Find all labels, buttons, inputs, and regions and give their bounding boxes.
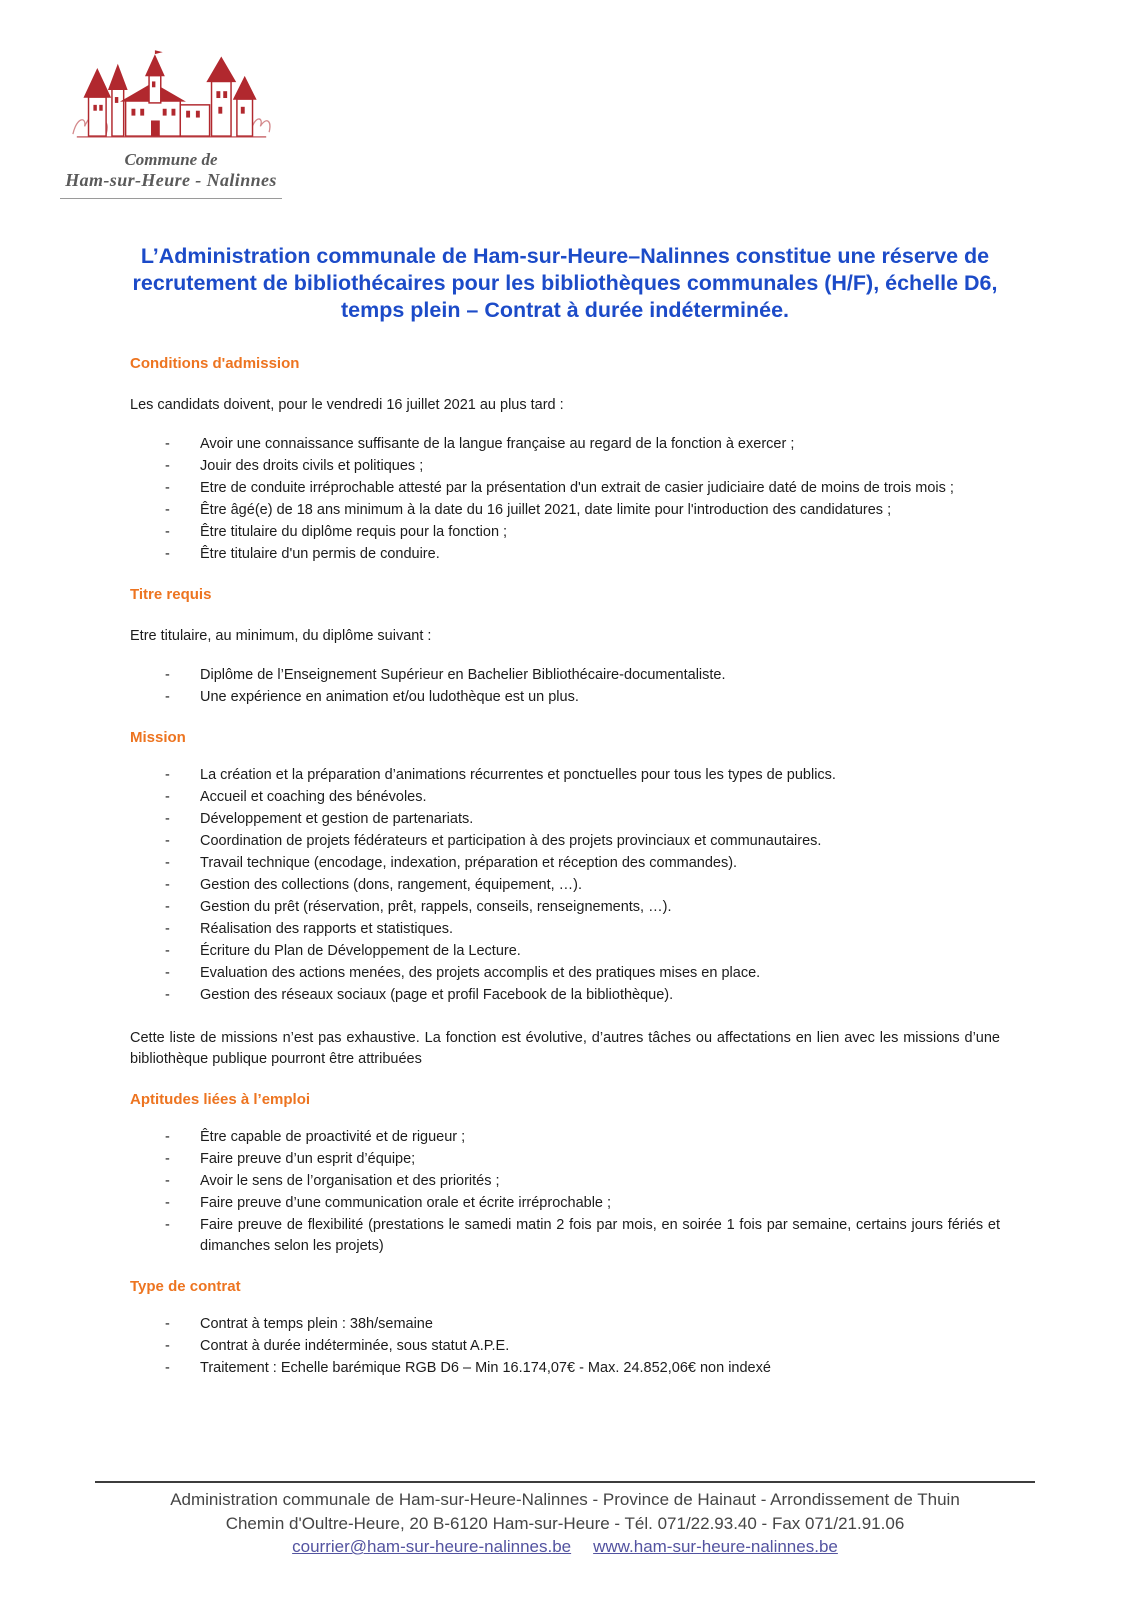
bullet-item: - Être capable de proactivité et de rigueur ;	[130, 1127, 1000, 1148]
logo-caption	[60, 150, 282, 199]
section-header-mission: Mission	[130, 729, 186, 746]
bullet-item: - Faire preuve d’un esprit d’équipe;	[130, 1149, 1000, 1170]
bullet-item: - Accueil et coaching des bénévoles.	[130, 787, 1000, 808]
section-header-aptitudes: Aptitudes liées à l’emploi	[130, 1091, 311, 1108]
bullet-item: - Réalisation des rapports et statistiques.	[130, 919, 1000, 940]
bullet-item: - Être âgé(e) de 18 ans minimum à la date du 16 juillet 2021, date limite pour l'introduction des candidatures ;	[130, 500, 1000, 521]
bullet-item: - Une expérience en animation et/ou ludothèque est un plus.	[130, 687, 1000, 708]
page-title	[130, 243, 1000, 324]
commune-logo	[60, 48, 282, 199]
page-title-line3: temps plein – Contrat à durée indéterminée.	[340, 298, 790, 322]
page-footer	[95, 1481, 1035, 1559]
mission-bullet-list	[130, 765, 1000, 1006]
logo-caption-line2: Ham-sur-Heure - Nalinnes	[65, 170, 277, 191]
aptitudes-bullet-list	[130, 1127, 1000, 1257]
bullet-item: - Écriture du Plan de Développement de la Lecture.	[130, 941, 1000, 962]
bullet-item: - Contrat à durée indéterminée, sous statut A.P.E.	[130, 1336, 1000, 1357]
castle-illustration-icon	[69, 48, 274, 150]
footer-line1: Administration communale de Ham-sur-Heure-Nalinnes - Province de Hainaut - Arrondissement de Thuin	[170, 1490, 960, 1509]
bullet-item: - Evaluation des actions menées, des projets accomplis et des pratiques mises en place.	[130, 963, 1000, 984]
bullet-item: - La création et la préparation d’animations récurrentes et ponctuelles pour tous les types de publics.	[130, 765, 1000, 786]
bullet-item: - Avoir le sens de l’organisation et des priorités ;	[130, 1171, 1000, 1192]
bullet-item: - Traitement : Echelle barémique RGB D6 – Min 16.174,07€ - Max. 24.852,06€ non indexé	[130, 1358, 1000, 1379]
mission-note: Cette liste de missions n’est pas exhaustive. La fonction est évolutive, d’autres tâches ou affectations en lien avec les missions d’une bibliothèque publique pourront être attribuées	[130, 1030, 1000, 1067]
titre-requis-bullet-list	[130, 665, 1000, 708]
titre-requis-intro: Etre titulaire, au minimum, du diplôme suivant :	[130, 628, 432, 644]
bullet-item: - Faire preuve d’une communication orale et écrite irréprochable ;	[130, 1193, 1000, 1214]
bullet-item: - Contrat à temps plein : 38h/semaine	[130, 1314, 1000, 1335]
section-header-titre-requis: Titre requis	[130, 586, 212, 603]
section-header-conditions: Conditions d'admission	[130, 355, 300, 372]
footer-line2: Chemin d'Oultre-Heure, 20 B-6120 Ham-sur-Heure - Tél. 071/22.93.40 - Fax 071/21.91.06	[225, 1513, 905, 1533]
bullet-item: - Développement et gestion de partenariats.	[130, 809, 1000, 830]
bullet-item: - Diplôme de l’Enseignement Supérieur en Bachelier Bibliothécaire-documentaliste.	[130, 665, 1000, 686]
bullet-item: - Avoir une connaissance suffisante de la langue française au regard de la fonction à exercer ;	[130, 434, 1000, 455]
footer-email-link[interactable]: courrier@ham-sur-heure-nalinnes.be	[292, 1537, 572, 1556]
bullet-item: - Etre de conduite irréprochable attesté par la présentation d'un extrait de casier judiciaire daté de moins de trois mois ;	[130, 478, 1000, 499]
conditions-intro: Les candidats doivent, pour le vendredi 16 juillet 2021 au plus tard :	[130, 397, 564, 413]
page-title-line1: L’Administration communale de Ham-sur-Heure–Nalinnes constitue une réserve de	[140, 244, 990, 268]
document-body	[130, 243, 1000, 1380]
footer-links	[95, 1535, 1035, 1559]
bullet-item: - Gestion des réseaux sociaux (page et profil Facebook de la bibliothèque).	[130, 985, 1000, 1006]
bullet-item: - Faire preuve de flexibilité (prestations le samedi matin 2 fois par mois, en soirée 1 fois par semaine, certains jours fériés et dimanches selon les projets)	[130, 1215, 1000, 1257]
section-header-type-de-contrat: Type de contrat	[130, 1278, 241, 1295]
bullet-item: - Gestion des collections (dons, rangement, équipement, …).	[130, 875, 1000, 896]
bullet-item: - Travail technique (encodage, indexation, préparation et réception des commandes).	[130, 853, 1000, 874]
bullet-item: - Être titulaire du diplôme requis pour la fonction ;	[130, 522, 1000, 543]
footer-website-link[interactable]: www.ham-sur-heure-nalinnes.be	[593, 1537, 838, 1556]
bullet-item: - Coordination de projets fédérateurs et participation à des projets provinciaux et communautaires.	[130, 831, 1000, 852]
conditions-bullet-list	[130, 434, 1000, 565]
page-title-line2: recrutement de bibliothécaires pour les bibliothèques communales (H/F), échelle D6,	[132, 271, 998, 295]
bullet-item: - Être titulaire d'un permis de conduire.	[130, 544, 1000, 565]
bullet-item: - Jouir des droits civils et politiques ;	[130, 456, 1000, 477]
logo-caption-line1: Commune de	[124, 150, 218, 169]
bullet-item: - Gestion du prêt (réservation, prêt, rappels, conseils, renseignements, …).	[130, 897, 1000, 918]
contrat-bullet-list	[130, 1314, 1000, 1379]
